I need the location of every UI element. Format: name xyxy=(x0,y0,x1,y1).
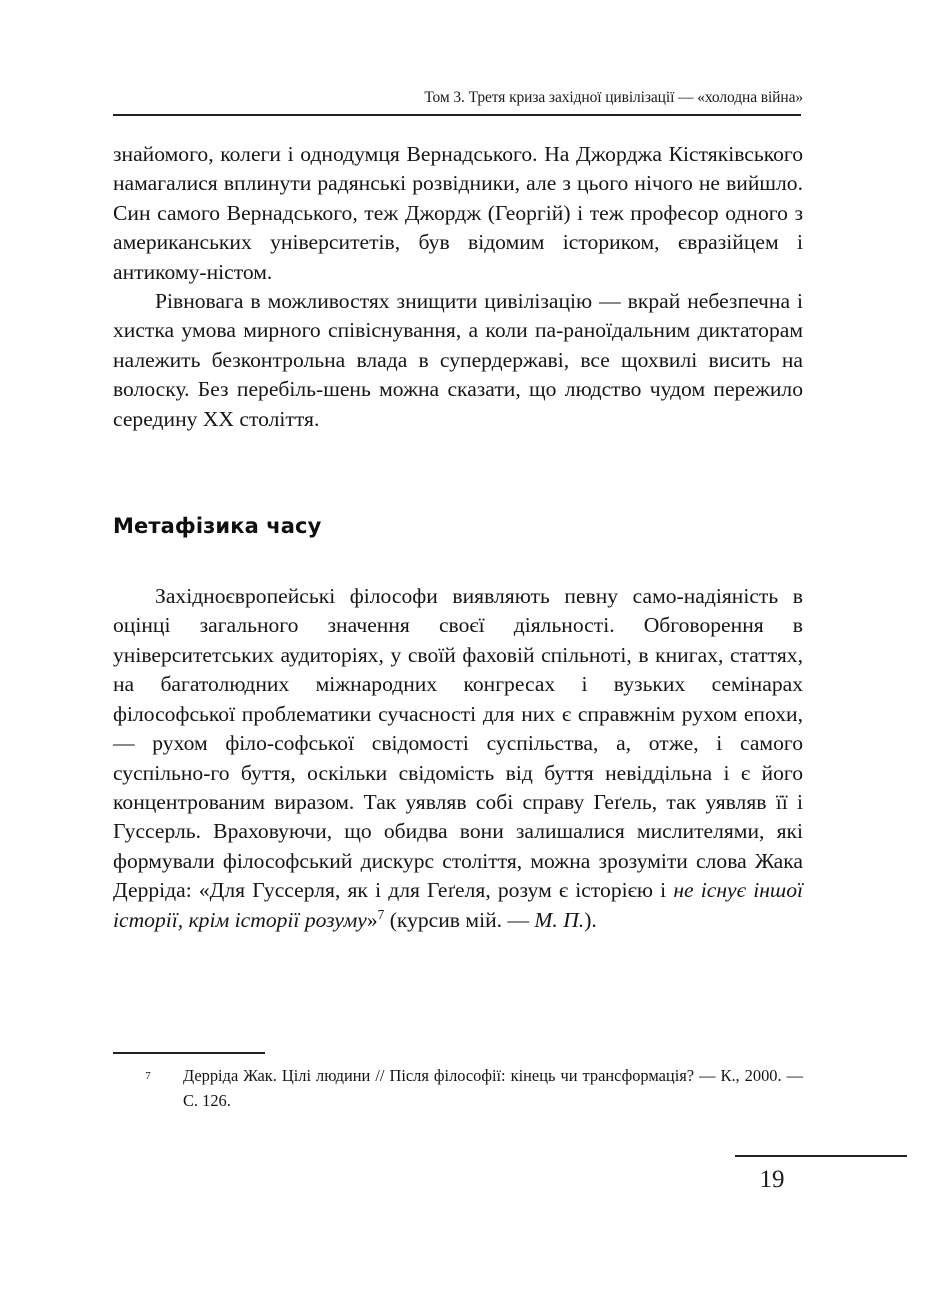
paragraph-continuation: знайомого, колеги і однодумця Вернадського. На Джорджа Кістяківського намагалися вплинути радянські розвідники, але з цього нічого не вийшло. Син самого Вернадського, теж Джордж (Георгій) і теж професор одного з американських університетів, був відомим істориком, євразійцем і антикому-ністом. xyxy=(113,142,803,284)
running-head-rule xyxy=(113,114,801,116)
footnote-separator-rule xyxy=(113,1052,265,1054)
footnote-number: 7 xyxy=(145,1070,151,1082)
spacer-before-section-title xyxy=(113,434,803,512)
paragraph-balance-of-power: Рівновага в можливостях знищити цивілізацію — вкрай небезпечна і хистка умова мирного співіснування, а коли па-раноїдальним диктаторам належить безконтрольна влада в супердержаві, все щохвилі висить на волоску. Без перебіль-шень можна сказати, що людство чудом пережило середину ХХ століття. xyxy=(113,289,803,431)
running-head: Том 3. Третя криза західної цивілізації — «холодна війна» xyxy=(424,89,803,106)
paragraph-metaphysics-of-time xyxy=(113,582,803,935)
footnote-citation-text: Дерріда Жак. Цілі людини // Після філософії: кінець чи трансформація? — К., 2000. — С. 126. xyxy=(183,1066,803,1110)
footnote-entry xyxy=(113,1063,803,1113)
section-title: Метафізика часу xyxy=(113,514,322,539)
main-paragraph-part-3: (курсив мій. — xyxy=(384,907,535,932)
main-paragraph-part-2: » xyxy=(366,907,378,932)
main-paragraph-italic-quote: не існує іншої історії, крім історії розуму xyxy=(113,878,804,932)
spacer-after-section-title xyxy=(113,540,803,582)
main-paragraph-italic-initials: М. П. xyxy=(534,907,585,932)
page-number: 19 xyxy=(759,1166,785,1193)
main-paragraph-part-4: ). xyxy=(584,907,597,932)
page-content xyxy=(113,140,803,935)
page-folio xyxy=(735,1155,907,1195)
footnote-reference-marker[interactable]: 7 xyxy=(377,906,385,922)
main-paragraph-part-1: Західноєвропейські філософи виявляють певну само-надіяність в оцінці загального значення своєї діяльності. Обговорення в університетських аудиторіях, у своїй фаховій спільноті, в книгах, статтях, на багатолюдних міжнародних конгресах і вузьких семінарах філософської проблематики сучасності для них є справжнім рухом епохи, — рухом філо-софської свідомості суспільства, а, отже, і самого суспільно-го буття, оскільки свідомість від буття невіддільна і є його концентрованим виразом. Так уявляв собі справу Геґель, так уявляв її і Гуссерль. Враховуючи, що обидва вони залишалися мислителями, які формували філософський дискурс століття, можна зрозуміти слова Жака Дерріда: «Для Гуссерля, як і для Геґеля, розум є історією і xyxy=(113,584,803,903)
footnote-block xyxy=(113,1052,803,1113)
folio-rule xyxy=(735,1155,907,1157)
